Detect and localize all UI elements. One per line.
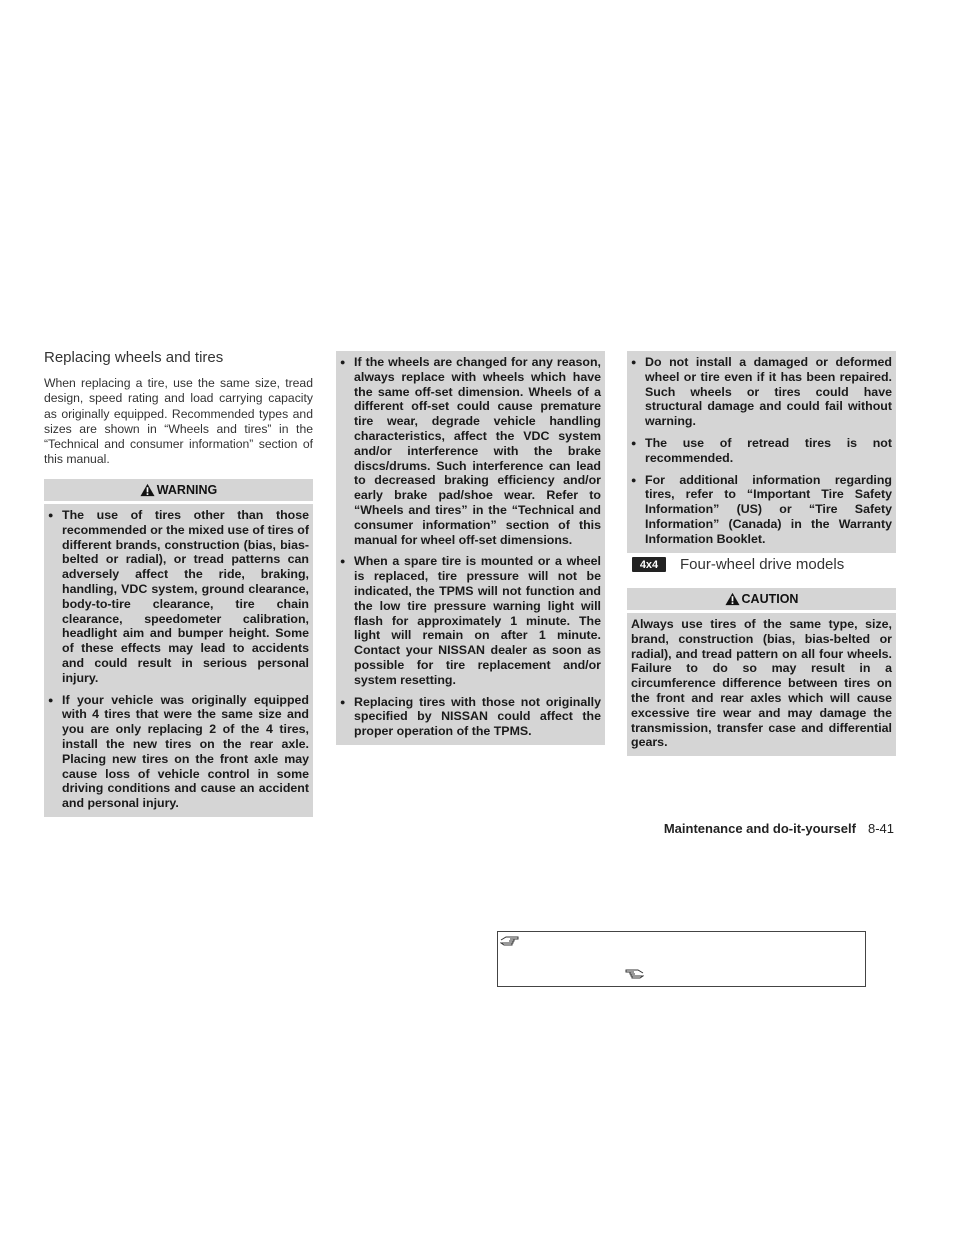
pointing-hand-left-icon[interactable] <box>624 967 644 981</box>
caution-box <box>627 588 896 756</box>
caution-header <box>627 588 896 613</box>
warning-list <box>44 504 313 817</box>
footer-section: Maintenance and do-it-yourself <box>663 821 856 836</box>
four-wheel-heading <box>632 556 844 573</box>
4x4-badge-icon: 4x4 <box>632 557 666 572</box>
navigation-box <box>497 931 866 987</box>
page-number: 8-41 <box>867 821 894 836</box>
four-wheel-title: Four-wheel drive models <box>680 556 845 573</box>
pointing-hand-right-icon[interactable] <box>500 934 520 948</box>
warning-box <box>44 479 313 817</box>
list-item: ● The use of tires other than those recommended or the mixed use of tires of different brands, construction (bias, bias-belted or radial), or tread patterns can adversely affect the ride, braking, handling, VDC system, ground clearance, body-to-tire clearance, tire chain clearance, speedometer calibration, headlight aim and bumper height. Some of these effects may lead to accidents and could result in serious personal injury. <box>48 508 309 686</box>
list-item: ● For additional information regarding tires, refer to “Important Tire Safety Information” (US) or “Tire Safety Information” (Canada) in the Warranty Information Booklet. <box>631 473 892 547</box>
middle-notice-box <box>336 351 605 745</box>
right-list <box>627 351 896 553</box>
section-title: Replacing wheels and tires <box>44 349 224 366</box>
warning-header <box>44 479 313 504</box>
caution-label: CAUTION <box>741 592 799 606</box>
page-footer <box>664 821 894 836</box>
intro-paragraph: When replacing a tire, use the same size, tread design, speed rating and load carrying capacity as originally equipped. Recommended types and sizes are shown in “Wheels and tires” in the “Technical and consumer information” section of this manual. <box>44 376 313 467</box>
list-item: ● If your vehicle was originally equipped with 4 tires that were the same size and you are only replacing 2 of the 4 tires, install the new tires on the rear axle. Placing new tires on the front axle may cause loss of vehicle control in some driving conditions and cause an accident and personal injury. <box>48 693 309 811</box>
list-item: ● The use of retread tires is not recommended. <box>631 436 892 466</box>
right-notice-box <box>627 351 896 553</box>
caution-text: Always use tires of the same type, size, brand, construction (bias, bias-belted or radial), and tread pattern on all four wheels. Failure to do so may result in a circumference difference between tires on the front and rear axles which will cause excessive tire wear and may damage the transmission, transfer case and differential gears. <box>631 617 892 750</box>
list-item: ● When a spare tire is mounted or a wheel is replaced, tire pressure will not be indicated, the TPMS will not function and the low tire pressure warning light will flash for approximately 1 minute. The light will remain on after 1 minute. Contact your NISSAN dealer as soon as possible for tire replacement and/or system resetting. <box>340 554 601 687</box>
list-item: ● If the wheels are changed for any reason, always replace with wheels which have the same off-set dimension. Wheels of a different off-set could cause premature tire wear, degrade vehicle handling characteristics, affect the VDC system and/or interference with the brake discs/drums. Such interference can lead to decreased braking efficiency and/or early brake pad/shoe wear. Refer to “Wheels and tires” in the “Technical and consumer information” section of this manual for wheel off-set dimensions. <box>340 355 601 547</box>
middle-list <box>336 351 605 745</box>
warning-triangle-icon <box>140 483 155 497</box>
list-item: ● Replacing tires with those not originally specified by NISSAN could affect the proper operation of the TPMS. <box>340 695 601 739</box>
warning-label: WARNING <box>156 483 218 497</box>
list-item: ● Do not install a damaged or deformed wheel or tire even if it has been repaired. Such wheels or tires could have structural damage and could fail without warning. <box>631 355 892 429</box>
warning-triangle-icon <box>725 592 740 606</box>
